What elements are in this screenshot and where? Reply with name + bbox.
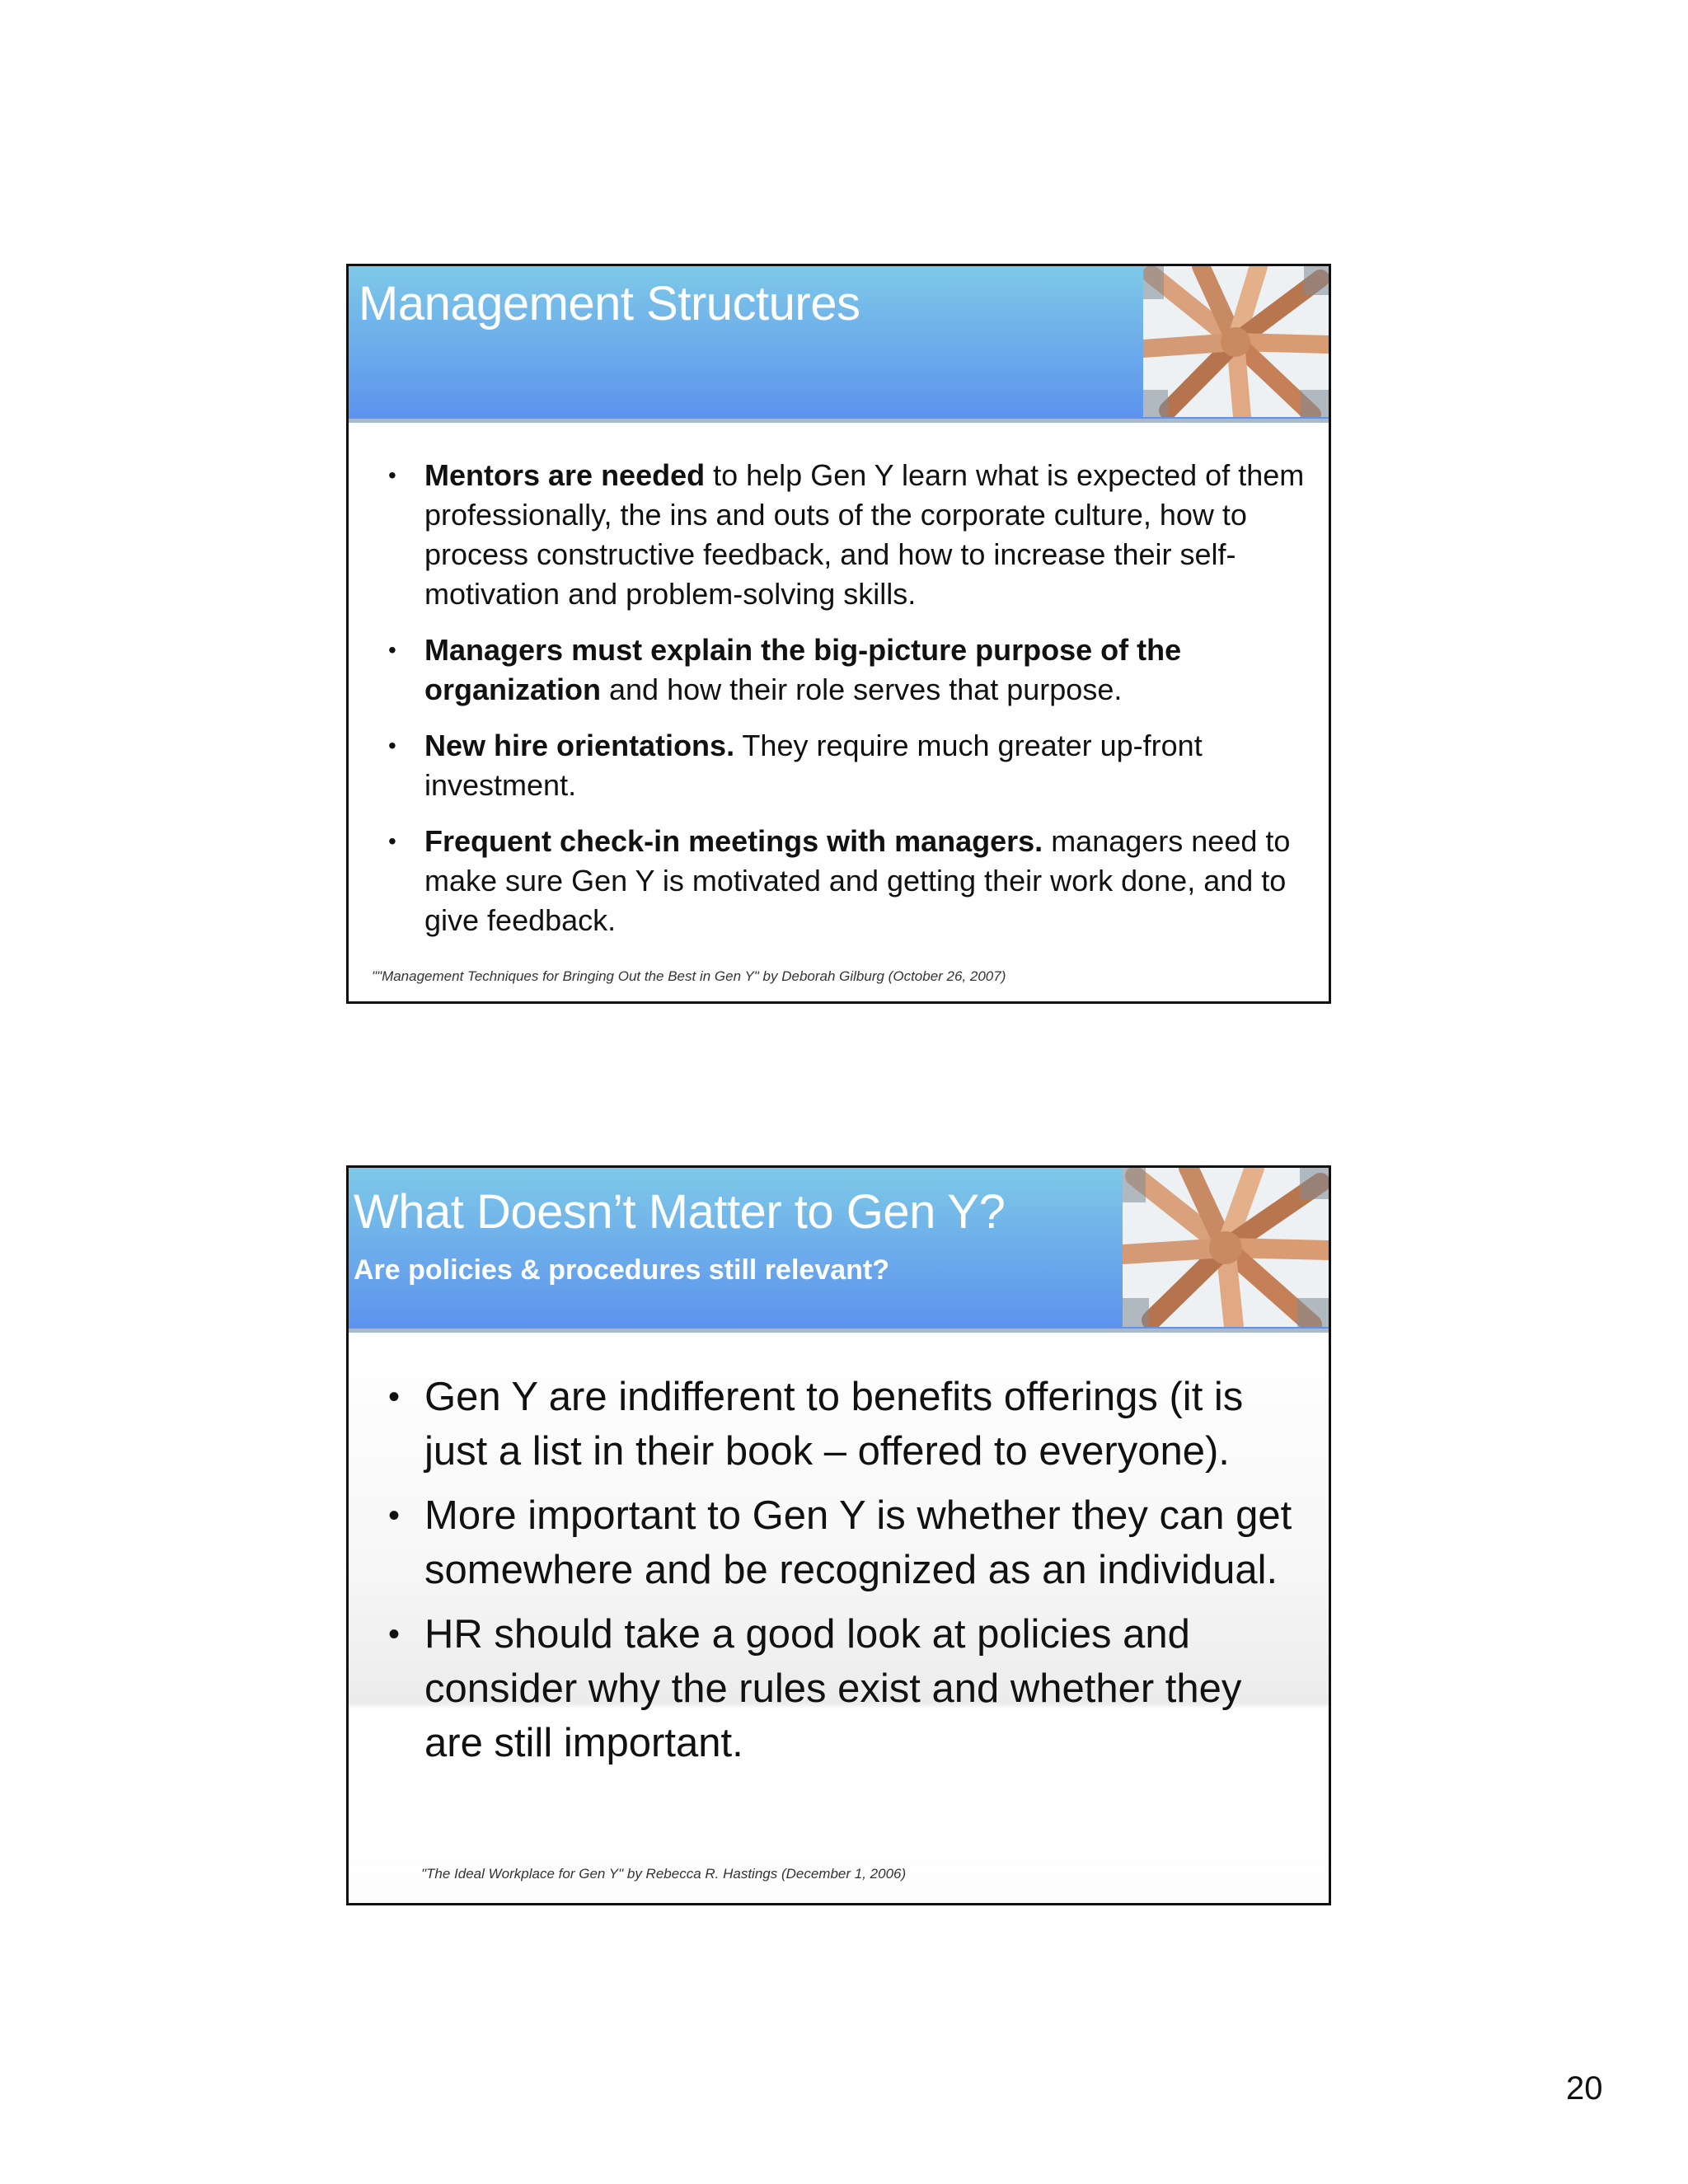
slide-management-structures <box>346 264 1331 1004</box>
slide-body <box>349 423 1329 1001</box>
page-number: 20 <box>1566 2070 1603 2107</box>
list-item: • More important to Gen Y is whether they can get somewhere and be recognized as an individual. <box>388 1493 1292 1592</box>
bullet-list <box>383 456 1306 957</box>
hands-together-photo <box>1143 266 1329 417</box>
slide-what-doesnt-matter <box>346 1165 1331 1905</box>
list-item: • HR should take a good look at policies and consider why the rules exist and whether they are still important. <box>388 1612 1242 1765</box>
slide-header <box>349 266 1329 423</box>
list-item: • New hire orientations. They require much greater up-front investment. <box>388 729 1203 802</box>
list-item: • Gen Y are indifferent to benefits offerings (it is just a list in their book – offered to everyone). <box>388 1375 1244 1474</box>
slide-subtitle: Are policies & procedures still relevant? <box>354 1254 890 1286</box>
slide-header <box>349 1168 1329 1333</box>
bullet-list <box>383 1370 1298 1780</box>
citation: "The Ideal Workplace for Gen Y" by Rebecca R. Hastings (December 1, 2006) <box>421 1866 907 1882</box>
slide-title: Management Structures <box>359 277 860 330</box>
list-item: • Frequent check-in meetings with managers. managers need to make sure Gen Y is motivated and getting their work done, and to give feedback. <box>388 824 1291 937</box>
hands-together-photo <box>1123 1168 1329 1327</box>
list-item: • Mentors are needed to help Gen Y learn what is expected of them professionally, the ins and outs of the corporate culture, how to process constructive feedback, and how to increase their self-motivation and problem-solving skills. <box>388 458 1305 611</box>
slide-title: What Doesn’t Matter to Gen Y? <box>354 1185 1006 1239</box>
slide-body <box>349 1333 1329 1903</box>
list-item: • Managers must explain the big-picture purpose of the organization and how their role serves that purpose. <box>388 633 1182 706</box>
citation: ""Management Techniques for Bringing Out the Best in Gen Y" by Deborah Gilburg (October 26, 2007) <box>372 968 1006 984</box>
